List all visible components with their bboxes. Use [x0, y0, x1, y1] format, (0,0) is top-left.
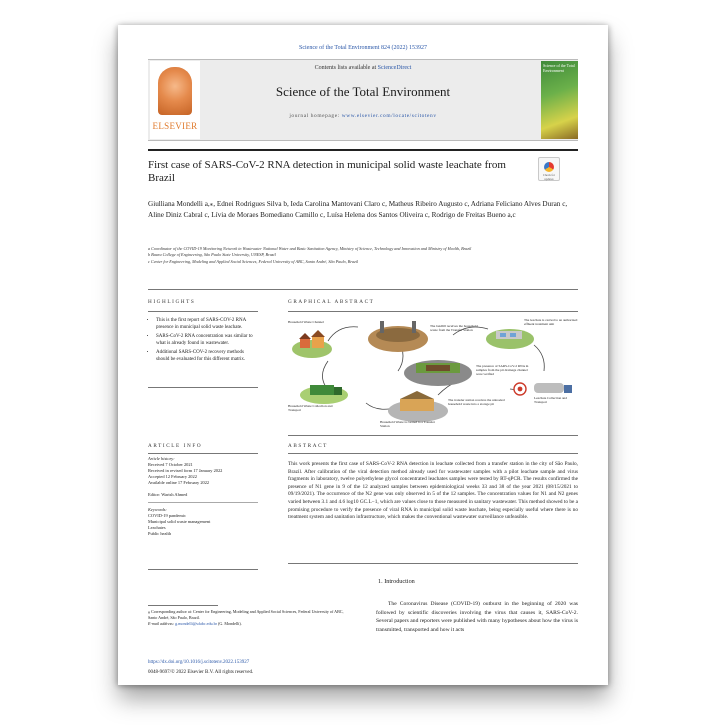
- graphical-abstract-heading: GRAPHICAL ABSTRACT: [288, 299, 375, 305]
- keyword-item: Municipal solid waste management: [148, 519, 211, 524]
- history-accepted: Accepted 12 February 2022: [148, 474, 197, 479]
- power-tower-icon: [412, 321, 416, 333]
- ga-label-household-waste-channel: Household Waste Channel: [288, 321, 324, 324]
- abstract-text: This work presents the first case of SARS-CoV-2 RNA detection in leachate collected from a transfer station in the city of São Paulo, Brazil. After calibration of the viral detection method already used for wastewater samples with a pilot leachate sample and virus fragments in laboratory, twelve polyethylene glycol concentrated leachates samples were tested by RT-qPCR. The results confirmed the presence of N1 gene in 9 of the 12 analyzed samples between epidemiological weeks 33 and 38 of the year 2021 (08/15/2021 to 09/19/2021). The occurrence of the N2 gene was only observed in 5 of the 12 samples. The concentration values for N1 and N2 genes varied between 3.1 and 4.6 log10 GC.L−1, which are values close to those measured in sanitary wastewater. This method showed to be a promising procedure to verify the presence of viral RNA in municipal solid waste leachate, being especially useful where there is no treatment system and sanitation infrastructure, which makes the conventional wastewater surveillance unfeasible.: [288, 461, 578, 521]
- check-updates-icon: [544, 162, 554, 172]
- keyword-item: Public health: [148, 531, 172, 536]
- history-revised: Received in revised form 17 January 2022: [148, 468, 223, 473]
- truck-cab-icon: [334, 387, 342, 395]
- ga-label-presence: The presence of SARS-CoV-2 RNA in samples from the pit drainage channel were verified: [476, 365, 529, 376]
- elsevier-logo-text: ELSEVIER: [152, 121, 198, 131]
- doi-link[interactable]: https://dx.doi.org/10.1016/j.scitotenv.2022.153927: [148, 660, 250, 665]
- issn-copyright: 0048-9697/© 2022 Elsevier B.V. All rights reserved.: [148, 670, 254, 675]
- transfer-station-icon: [400, 399, 434, 411]
- flow-arrow: [322, 361, 328, 387]
- highlights-heading: HIGHLIGHTS: [148, 299, 196, 305]
- section-divider: [148, 289, 578, 290]
- footnote-rule: [148, 605, 218, 606]
- graphical-abstract-figure: [288, 315, 578, 433]
- ga-label-landfill: The landfill receives the household waste from the Transfer Station: [430, 325, 478, 332]
- sciencedirect-link[interactable]: ScienceDirect: [377, 65, 412, 71]
- history-online: Available online 17 February 2022: [148, 480, 210, 485]
- treatment-plant-icon: [496, 331, 522, 339]
- email-label: E-mail address:: [148, 620, 176, 626]
- intro-heading: 1. Introduction: [378, 578, 415, 585]
- article-info-bottom-rule: [148, 569, 258, 570]
- abstract-heading: ABSTRACT: [288, 443, 328, 449]
- abstract-bottom-rule: [288, 563, 578, 564]
- journal-reference[interactable]: Science of the Total Environment 824 (2022) 153927: [299, 45, 427, 51]
- flow-arrow: [534, 345, 544, 371]
- keywords-label: Keywords:: [148, 507, 167, 512]
- transfer-roof-icon: [400, 391, 434, 399]
- abstract-rule: [288, 453, 578, 454]
- check-updates-label: Check for updates: [543, 173, 555, 181]
- highlights-bottom-rule: [148, 387, 258, 388]
- affiliations: [148, 246, 568, 265]
- email-link[interactable]: g.mondelli@ufabc.edu.br: [175, 620, 217, 626]
- highlight-item: • Additional SARS-COV-2 recovery methods should be evaluated for this different matrix.: [156, 350, 258, 363]
- article-info-heading: ARTICLE INFO: [148, 443, 203, 449]
- power-tower-icon: [380, 321, 384, 333]
- highlight-item: • SARS-CoV-2 RNA concentration was similar to what is already found in wastewater.: [156, 334, 258, 347]
- journal-title: Science of the Total Environment: [275, 84, 451, 99]
- header-rule: [148, 149, 578, 151]
- corresponding-author-footnote: [148, 609, 348, 626]
- article-info-rule: [148, 453, 258, 454]
- footnote-text: ⁎ Corresponding author at: Center for Engineering, Modeling and Applied Social Sciences, Federal University of ABC, Santo André, São Paulo, Brazil.: [148, 609, 344, 620]
- affiliation-c: c Center for Engineering, Modeling and Applied Social Sciences, Federal University of ABC, Santo André, São Paulo, Brazil: [148, 258, 359, 264]
- homepage-prefix: journal homepage:: [289, 113, 342, 119]
- author-list: Giulliana Mondelli a,⁎, Ednei Rodrigues Silva b, Ieda Carolina Mantovani Claro c, Matheus Ribeiro Augusto c, Adriana Feliciano Alves Duran c, Aline Diniz Cabral c, Lívia de Moraes Bomediano Camillo c, Luísa Helena dos Santos Oliveira c, Rodrigo de Freitas Bueno a,c: [148, 200, 568, 219]
- virus-core-icon: [518, 387, 523, 392]
- email-suffix: (G. Mondelli).: [217, 620, 242, 626]
- history-label: Article history:: [148, 456, 175, 461]
- article-info: [148, 456, 258, 537]
- journal-homepage: [118, 113, 608, 119]
- contents-line: [118, 65, 608, 71]
- flow-arrow: [328, 327, 358, 341]
- highlights-rule: [148, 311, 258, 312]
- treatment-tank-icon: [510, 333, 516, 337]
- affiliation-a: a Coordinator of the COVID-19 Monitoring Network in Wastewater National Water and Basic Sanitation Agency, Ministry of Science, Technology and Innovation and Ministry of Health, Brazil: [148, 246, 472, 251]
- graphical-abstract-rule: [288, 311, 578, 312]
- ga-label-collection-transport: Household Waste Collection and Transport: [288, 405, 333, 412]
- treatment-tank-icon: [500, 333, 506, 337]
- history-received: Received 7 October 2021: [148, 462, 193, 467]
- homepage-link[interactable]: www.elsevier.com/locate/scitotenv: [341, 113, 437, 119]
- keyword-item: COVID-19 pandemic: [148, 513, 186, 518]
- highlights-list: [148, 318, 258, 367]
- highlight-item: • This is the first report of SARS-COV-2 RNA presence in municipal solid waste leachate.: [156, 318, 258, 331]
- contents-prefix: Contents lists available at: [314, 65, 378, 71]
- graphical-abstract-svg: [288, 315, 578, 433]
- elsevier-logo: [150, 61, 200, 139]
- ga-label-leachate-carried: The leachate is carried to an authorized effluent treatment unit: [524, 319, 578, 326]
- editor-line: Editor: Warish Ahmed: [148, 492, 188, 497]
- house-icon: [312, 337, 324, 348]
- journal-cover-image: [541, 61, 578, 139]
- tanker-cab-icon: [564, 385, 572, 393]
- keyword-item: Leachates: [148, 525, 166, 530]
- affiliation-b: b Bauru College of Engineering, São Paulo State University, UNESP, Brazil: [148, 252, 276, 258]
- ga-label-leachate-collection: Leachate Collection and Transport: [534, 397, 567, 404]
- journal-cover-title: Science of the Total Environment: [543, 63, 575, 73]
- check-for-updates-badge[interactable]: [538, 157, 560, 181]
- ga-label-transfer-station: Household Waste is carried to a Transfer Station: [380, 421, 436, 428]
- graphical-abstract-bottom-rule: [288, 435, 578, 436]
- ga-label-storage: The transfer station receives the unloaded household waste into a storage pit: [448, 399, 505, 406]
- house-icon: [300, 339, 310, 348]
- article-title: First case of SARS-CoV-2 RNA detection in municipal solid waste leachate from Brazil: [148, 159, 506, 184]
- waste-pile-icon: [426, 365, 450, 371]
- garbage-truck-icon: [310, 385, 334, 395]
- intro-text: The Coronavirus Disease (COVID-19) outburst in the beginning of 2020 was followed by scientific discoveries involving the virus that causes it, SARS-CoV-2. Several papers and reporters were published with many hypotheses about how the virus is transmitted, transported and how it acts: [376, 601, 578, 633]
- paper-page: [118, 25, 608, 685]
- journal-header: [148, 59, 578, 141]
- tanker-truck-icon: [534, 383, 564, 393]
